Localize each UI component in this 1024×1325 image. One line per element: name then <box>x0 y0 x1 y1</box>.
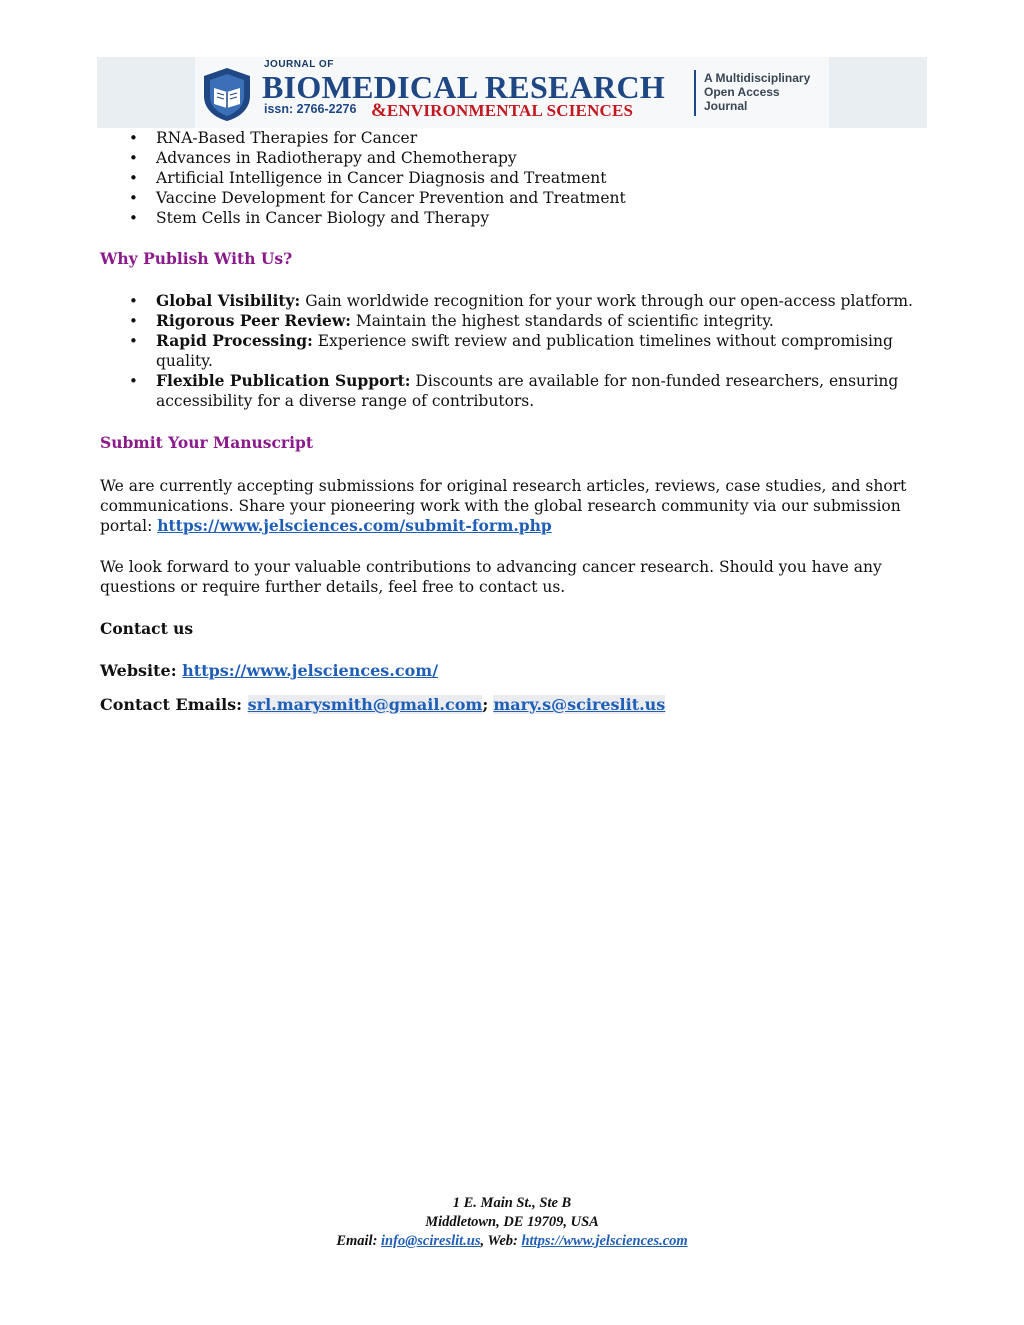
contact-heading-text: Contact us <box>100 619 194 638</box>
shield-book-icon <box>200 66 254 122</box>
submit-text: We are currently accepting submissions for original research articles, reviews, case studies, and short communications. Share your pioneering work with the global research community via our submission portal: <box>100 477 907 535</box>
list-item <box>100 128 930 148</box>
item-text: Gain worldwide recognition for your work through our open-access platform. <box>300 292 913 310</box>
list-item <box>100 371 930 411</box>
page-footer <box>0 1194 1024 1251</box>
item-text: Discounts are available for non-funded researchers, ensuring accessibility for a diverse range of contributors. <box>156 372 899 410</box>
banner-divider <box>694 70 696 116</box>
bullet-icon: • <box>129 312 138 330</box>
website-link[interactable]: https://www.jelsciences.com/ <box>182 661 439 680</box>
footer-address-line-2: Middletown, DE 19709, USA <box>425 1214 599 1230</box>
email-link-1[interactable]: srl.marysmith@gmail.com <box>247 695 483 714</box>
website-line <box>100 661 930 681</box>
list-item <box>100 208 930 228</box>
bullet-icon: • <box>129 149 138 167</box>
item-label: Rigorous Peer Review: <box>156 311 351 330</box>
website-label: Website: <box>100 661 183 680</box>
footer-contact-line <box>0 1232 1024 1251</box>
why-publish-heading: Why Publish With Us? <box>100 249 293 268</box>
journal-tagline <box>704 71 810 113</box>
topic-text: Stem Cells in Cancer Biology and Therapy <box>156 209 490 227</box>
footer-email-label: Email: <box>336 1233 382 1249</box>
journal-banner <box>97 57 927 128</box>
list-item <box>100 188 930 208</box>
bullet-icon: • <box>129 189 138 207</box>
item-label: Rapid Processing: <box>156 331 313 350</box>
emails-line <box>100 695 930 715</box>
emails-label: Contact Emails: <box>100 695 248 714</box>
submission-portal-link[interactable]: https://www.jelsciences.com/submit-form.php <box>157 516 552 535</box>
topics-list <box>100 128 930 228</box>
footer-web-label: , Web: <box>480 1233 522 1249</box>
journal-of-label: JOURNAL OF <box>264 59 334 70</box>
ampersand: & <box>371 100 387 121</box>
footer-email-link[interactable]: info@scireslit.us <box>381 1233 481 1249</box>
contact-heading <box>100 619 930 639</box>
bullet-icon: • <box>129 129 138 147</box>
item-text: Experience swift review and publication timelines without compromising quality. <box>156 332 893 370</box>
list-item <box>100 291 930 311</box>
env-sciences-label: ENVIRONMENTAL SCIENCES <box>386 101 634 120</box>
submit-paragraph <box>100 476 930 536</box>
item-label: Global Visibility: <box>156 291 301 310</box>
email-separator: ; <box>482 695 489 714</box>
bullet-icon: • <box>129 292 138 310</box>
journal-issn: issn: 2766-2276 <box>264 102 357 116</box>
bullet-icon: • <box>129 209 138 227</box>
why-publish-list <box>100 291 930 411</box>
list-item <box>100 168 930 188</box>
topic-text: Artificial Intelligence in Cancer Diagnosis and Treatment <box>156 169 607 187</box>
footer-address-line-1: 1 E. Main St., Ste B <box>452 1195 572 1211</box>
list-item <box>100 331 930 371</box>
tagline-line-3: Journal <box>704 99 748 113</box>
topic-text: Vaccine Development for Cancer Prevention and Treatment <box>156 189 626 207</box>
bullet-icon: • <box>129 332 138 350</box>
tagline-line-1: A Multidisciplinary <box>704 71 811 85</box>
email-link-2[interactable]: mary.s@scireslit.us <box>493 695 666 714</box>
bullet-icon: • <box>129 372 138 390</box>
page-content <box>100 128 930 715</box>
submit-heading: Submit Your Manuscript <box>100 433 313 452</box>
list-item <box>100 311 930 331</box>
list-item <box>100 148 930 168</box>
closing-paragraph: We look forward to your valuable contributions to advancing cancer research. Should you have any questions or require further details, feel free to contact us. <box>100 558 882 596</box>
topic-text: RNA-Based Therapies for Cancer <box>156 129 418 147</box>
journal-title-main: BIOMEDICAL RESEARCH <box>262 69 666 105</box>
item-text: Maintain the highest standards of scientific integrity. <box>350 312 774 330</box>
tagline-line-2: Open Access <box>704 85 780 99</box>
item-label: Flexible Publication Support: <box>156 371 411 390</box>
bullet-icon: • <box>129 169 138 187</box>
topic-text: Advances in Radiotherapy and Chemotherapy <box>156 149 517 167</box>
journal-title-env <box>371 101 633 120</box>
footer-web-link[interactable]: https://www.jelsciences.com <box>521 1233 688 1249</box>
